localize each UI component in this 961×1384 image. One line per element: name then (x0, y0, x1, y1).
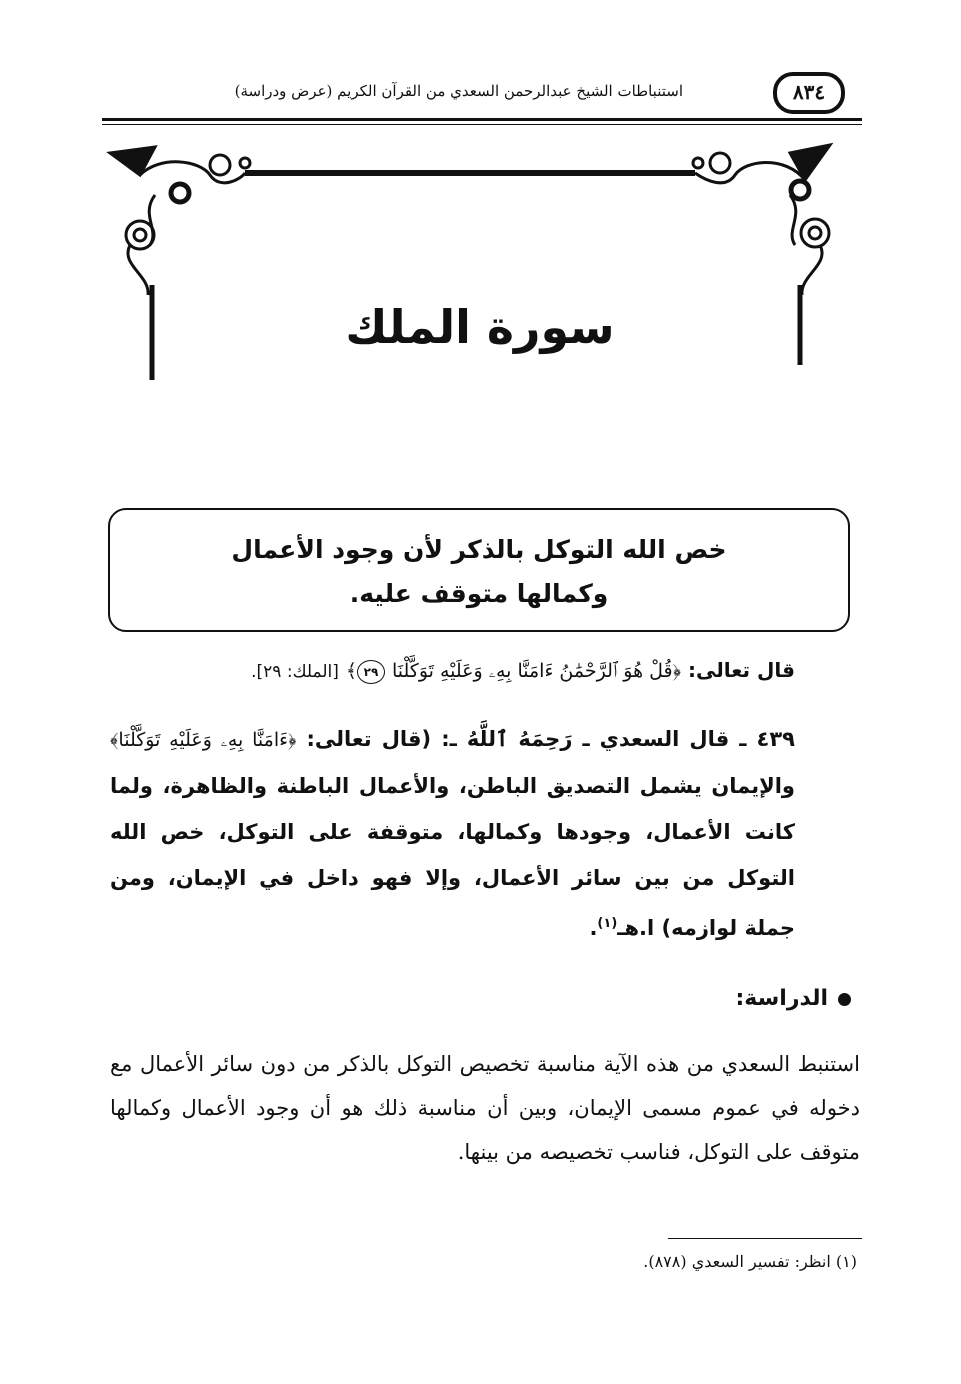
running-header-title: استنباطات الشيخ عبدالرحمن السعدي من القرآن الكريم (عرض ودراسة) (234, 82, 683, 100)
footnote-reference[interactable]: (١) (597, 916, 618, 931)
footnote-text: انظر: تفسير السعدي (٨٧٨). (643, 1252, 831, 1271)
quote-end: . (589, 916, 598, 940)
header-rule-thin (102, 124, 862, 125)
summary-box (108, 508, 850, 632)
study-heading-label: الدراسة: (735, 986, 828, 1011)
header-rule-thick (102, 118, 862, 121)
quote-number: ٤٣٩ (756, 727, 795, 751)
quote-quran: ﴿ءَامَنَّا بِهِۦ وَعَلَيْهِ تَوَكَّلْنَا﴾ (110, 729, 297, 751)
page-number-badge: ٨٣٤ (773, 72, 845, 114)
surah-title: سورة الملك (345, 300, 615, 354)
summary-line-1: خص الله التوكل بالذكر لأن وجود الأعمال (231, 535, 727, 564)
footnote-rule (668, 1238, 862, 1239)
verse-open-bracket: ﴿ (672, 660, 682, 682)
quote-lead: ـ قال السعدي ـ رَحِمَهُ ٱللَّهُ ـ: (قال تعالى: (306, 727, 747, 751)
verse-text: قُلْ هُوَ ٱلرَّحْمَٰنُ ءَامَنَّا بِهِۦ وَعَلَيْهِ تَوَكَّلْنَا (391, 660, 673, 682)
summary-line-2: وكمالها متوقف عليه. (349, 579, 609, 608)
quote-paragraph (110, 716, 795, 951)
verse-close-bracket: ﴾ (345, 660, 357, 682)
study-heading (736, 986, 852, 1011)
footnote-marker: (١) (835, 1252, 857, 1271)
study-body: استنبط السعدي من هذه الآية مناسبة تخصيص التوكل بالذكر من دون سائر الأعمال مع دخوله في عموم مسمى الإيمان، وبين أن مناسبة ذلك هو أن وجود الأعمال وكمالها متوقف على التوكل، فناسب تخصيصه من بينها. (110, 1052, 860, 1164)
verse-reference: [الملك: ٢٩]. (251, 662, 339, 682)
bullet-icon (838, 993, 851, 1006)
verse-intro: قال تعالى: (688, 658, 795, 682)
footnote (643, 1252, 857, 1271)
ayah-number-mark: ٢٩ (357, 660, 385, 684)
quote-body: والإيمان يشمل التصديق الباطن، والأعمال الباطنة والظاهرة، ولما كانت الأعمال، وجودها وكمالها، متوقفة على التوكل، خص الله التوكل من بين سائر الأعمال، وإلا فهو داخل في الإيمان، ومن جملة لوازمه) ا.هـ (110, 774, 795, 940)
verse-line (115, 652, 795, 690)
